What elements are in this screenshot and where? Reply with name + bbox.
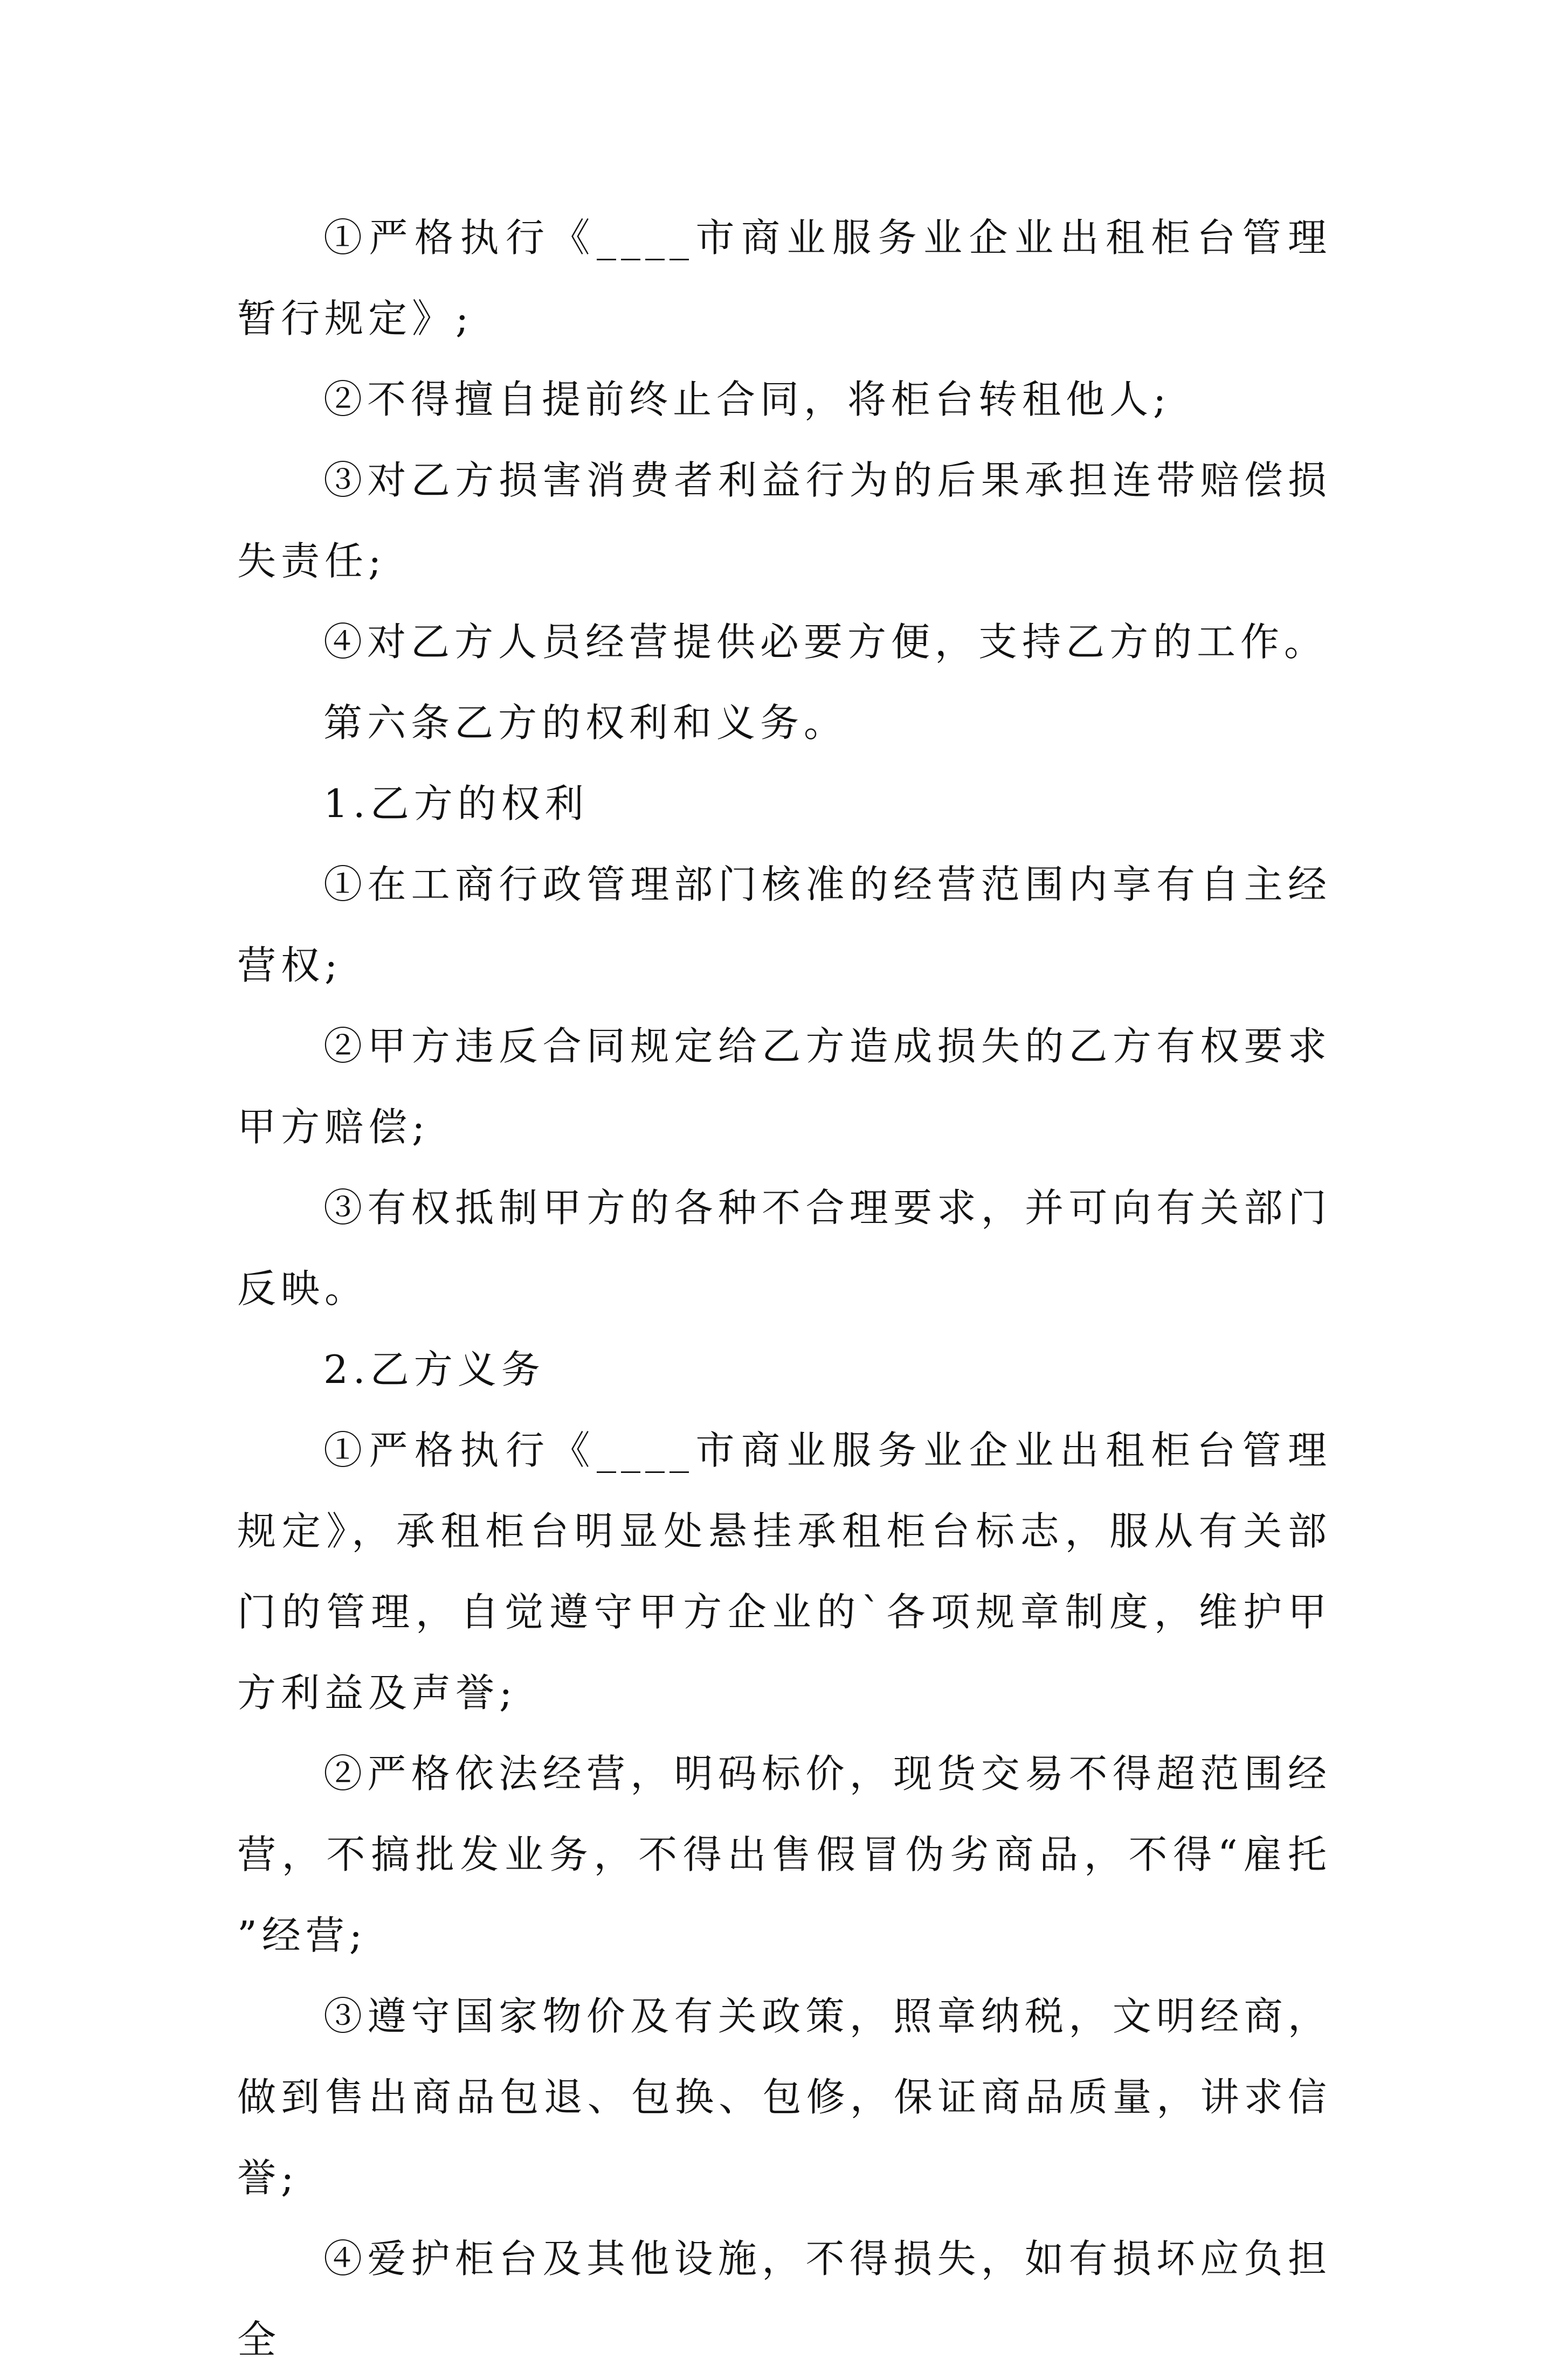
clause-paragraph: ①严格执行《____市商业服务业企业出租柜台管理规定》，承租柜台明显处悬挂承租柜台标志，服从有关部门的管理，自觉遵守甲方企业的`各项规章制度，维护甲方利益及声誉;: [237, 1428, 1331, 1715]
clause-paragraph: ③遵守国家物价及有关政策，照章纳税，文明经商，做到售出商品包退、包换、包修，保证商品质量，讲求信誉;: [237, 1994, 1331, 2201]
clause-paragraph: ①严格执行《____市商业服务业企业出租柜台管理暂行规定》;: [237, 215, 1331, 341]
clause-paragraph: ③对乙方损害消费者利益行为的后果承担连带赔偿损失责任;: [237, 458, 1331, 584]
clause-paragraph: ②甲方违反合同规定给乙方造成损失的乙方有权要求甲方赔偿;: [237, 1023, 1331, 1150]
clause-paragraph: ②不得擅自提前终止合同，将柜台转租他人;: [323, 377, 1171, 422]
clause-paragraph: ④对乙方人员经营提供必要方便，支持乙方的工作。: [323, 619, 1328, 665]
clause-paragraph: ④爱护柜台及其他设施，不得损失，如有损坏应负担全: [237, 2236, 1331, 2362]
article-heading: 第六条乙方的权利和义务。: [323, 700, 848, 745]
clause-paragraph: ①在工商行政管理部门核准的经营范围内享有自主经营权;: [237, 862, 1331, 988]
clause-paragraph: ②严格依法经营，明码标价，现货交易不得超范围经营，不搞批发业务，不得出售假冒伪劣商品，不得“雇托”经营;: [237, 1751, 1331, 1958]
clause-paragraph: ③有权抵制甲方的各种不合理要求，并可向有关部门反映。: [237, 1185, 1331, 1311]
section-heading: 2.乙方义务: [323, 1347, 545, 1392]
section-heading: 1.乙方的权利: [323, 781, 589, 826]
document-body: [237, 197, 1331, 2380]
